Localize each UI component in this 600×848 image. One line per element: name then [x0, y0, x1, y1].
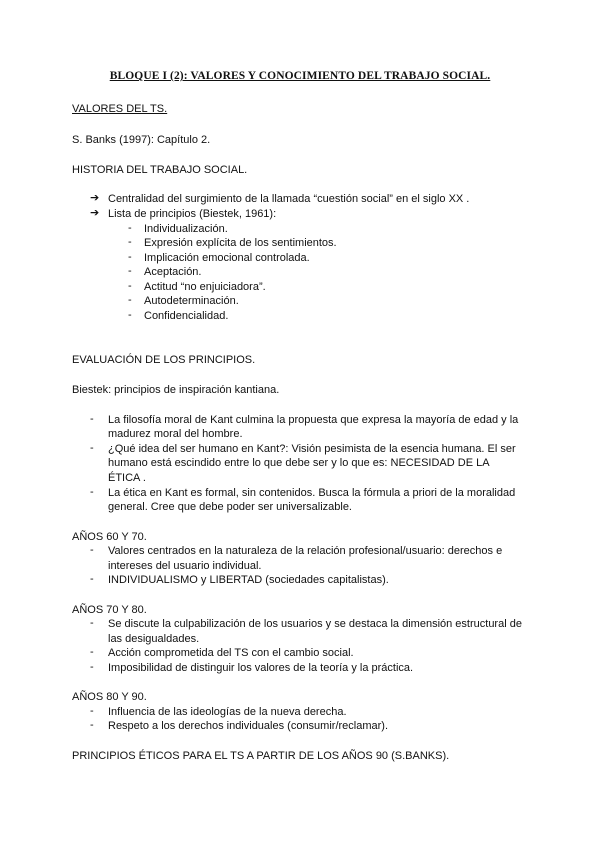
decade-item-line: Influencia de las ideologías de la nueva derecha.: [108, 706, 347, 718]
dash-bullet-icon: -: [128, 236, 132, 248]
dash-bullet-icon: -: [90, 413, 94, 425]
kant-item-line: La ética en Kant es formal, sin contenidos. Busca la fórmula a priori de la moralidad: [108, 487, 516, 499]
dash-bullet-icon: -: [90, 486, 94, 498]
principio-item: Actitud “no enjuiciadora”.: [144, 281, 266, 293]
decade-heading: AÑOS 70 Y 80.: [72, 604, 147, 616]
decade-heading: AÑOS 80 Y 90.: [72, 691, 147, 703]
decade-item-line: intereses del usuario individual.: [108, 560, 262, 572]
decade-heading: AÑOS 60 Y 70.: [72, 531, 147, 543]
decade-item-line: las desigualdades.: [108, 633, 200, 645]
kant-item-line: general. Cree que debe poder ser universalizable.: [108, 501, 352, 513]
dash-bullet-icon: -: [128, 251, 132, 263]
kant-item-line: ÉTICA .: [108, 472, 146, 484]
historia-item: Centralidad del surgimiento de la llamada “cuestión social” en el siglo XX .: [108, 193, 470, 205]
dash-bullet-icon: -: [90, 442, 94, 454]
decade-item-line: Acción comprometida del TS con el cambio social.: [108, 647, 354, 659]
dash-bullet-icon: -: [128, 309, 132, 321]
dash-bullet-icon: -: [90, 573, 94, 585]
dash-bullet-icon: -: [90, 544, 94, 556]
dash-bullet-icon: -: [128, 222, 132, 234]
document-title: BLOQUE I (2): VALORES Y CONOCIMIENTO DEL TRABAJO SOCIAL.: [109, 70, 491, 82]
arrow-bullet-icon: ➔: [90, 192, 100, 204]
principio-item: Confidencialidad.: [144, 310, 229, 322]
dash-bullet-icon: -: [128, 280, 132, 292]
reference-line: S. Banks (1997): Capítulo 2.: [72, 134, 211, 146]
principio-item: Aceptación.: [144, 266, 202, 278]
principio-item: Implicación emocional controlada.: [144, 252, 310, 264]
section-heading-evaluacion: EVALUACIÓN DE LOS PRINCIPIOS.: [72, 354, 256, 366]
section-heading-valores: VALORES DEL TS.: [72, 103, 168, 115]
dash-bullet-icon: -: [90, 646, 94, 658]
kant-item-line: La filosofía moral de Kant culmina la propuesta que expresa la mayoría de edad y la: [108, 414, 519, 426]
section-heading-historia: HISTORIA DEL TRABAJO SOCIAL.: [72, 164, 248, 176]
kant-item-line: madurez moral del hombre.: [108, 428, 243, 440]
decade-item-line: Se discute la culpabilización de los usuarios y se destaca la dimensión estructural de: [108, 618, 522, 630]
decade-item-line: Respeto a los derechos individuales (consumir/reclamar).: [108, 720, 389, 732]
arrow-bullet-icon: ➔: [90, 207, 100, 219]
dash-bullet-icon: -: [90, 661, 94, 673]
decade-item-line: Valores centrados en la naturaleza de la relación profesional/usuario: derechos e: [108, 545, 503, 557]
decade-item-line: INDIVIDUALISMO y LIBERTAD (sociedades capitalistas).: [108, 574, 389, 586]
dash-bullet-icon: -: [90, 719, 94, 731]
principio-item: Autodeterminación.: [144, 295, 239, 307]
dash-bullet-icon: -: [128, 294, 132, 306]
decade-item-line: Imposibilidad de distinguir los valores de la teoría y la práctica.: [108, 662, 414, 674]
dash-bullet-icon: -: [90, 705, 94, 717]
section-heading-final: PRINCIPIOS ÉTICOS PARA EL TS A PARTIR DE LOS AÑOS 90 (S.BANKS).: [72, 750, 450, 762]
kant-item-line: ¿Qué idea del ser humano en Kant?: Visión pesimista de la esencia humana. El ser: [108, 443, 516, 455]
biestek-line: Biestek: principios de inspiración kantiana.: [72, 384, 280, 396]
dash-bullet-icon: -: [90, 617, 94, 629]
principio-item: Expresión explícita de los sentimientos.: [144, 237, 337, 249]
historia-item: Lista de principios (Biestek, 1961):: [108, 208, 277, 220]
principio-item: Individualización.: [144, 223, 228, 235]
dash-bullet-icon: -: [128, 265, 132, 277]
kant-item-line: humano está escindido entre lo que debe ser y lo que es: NECESIDAD DE LA: [108, 457, 490, 469]
